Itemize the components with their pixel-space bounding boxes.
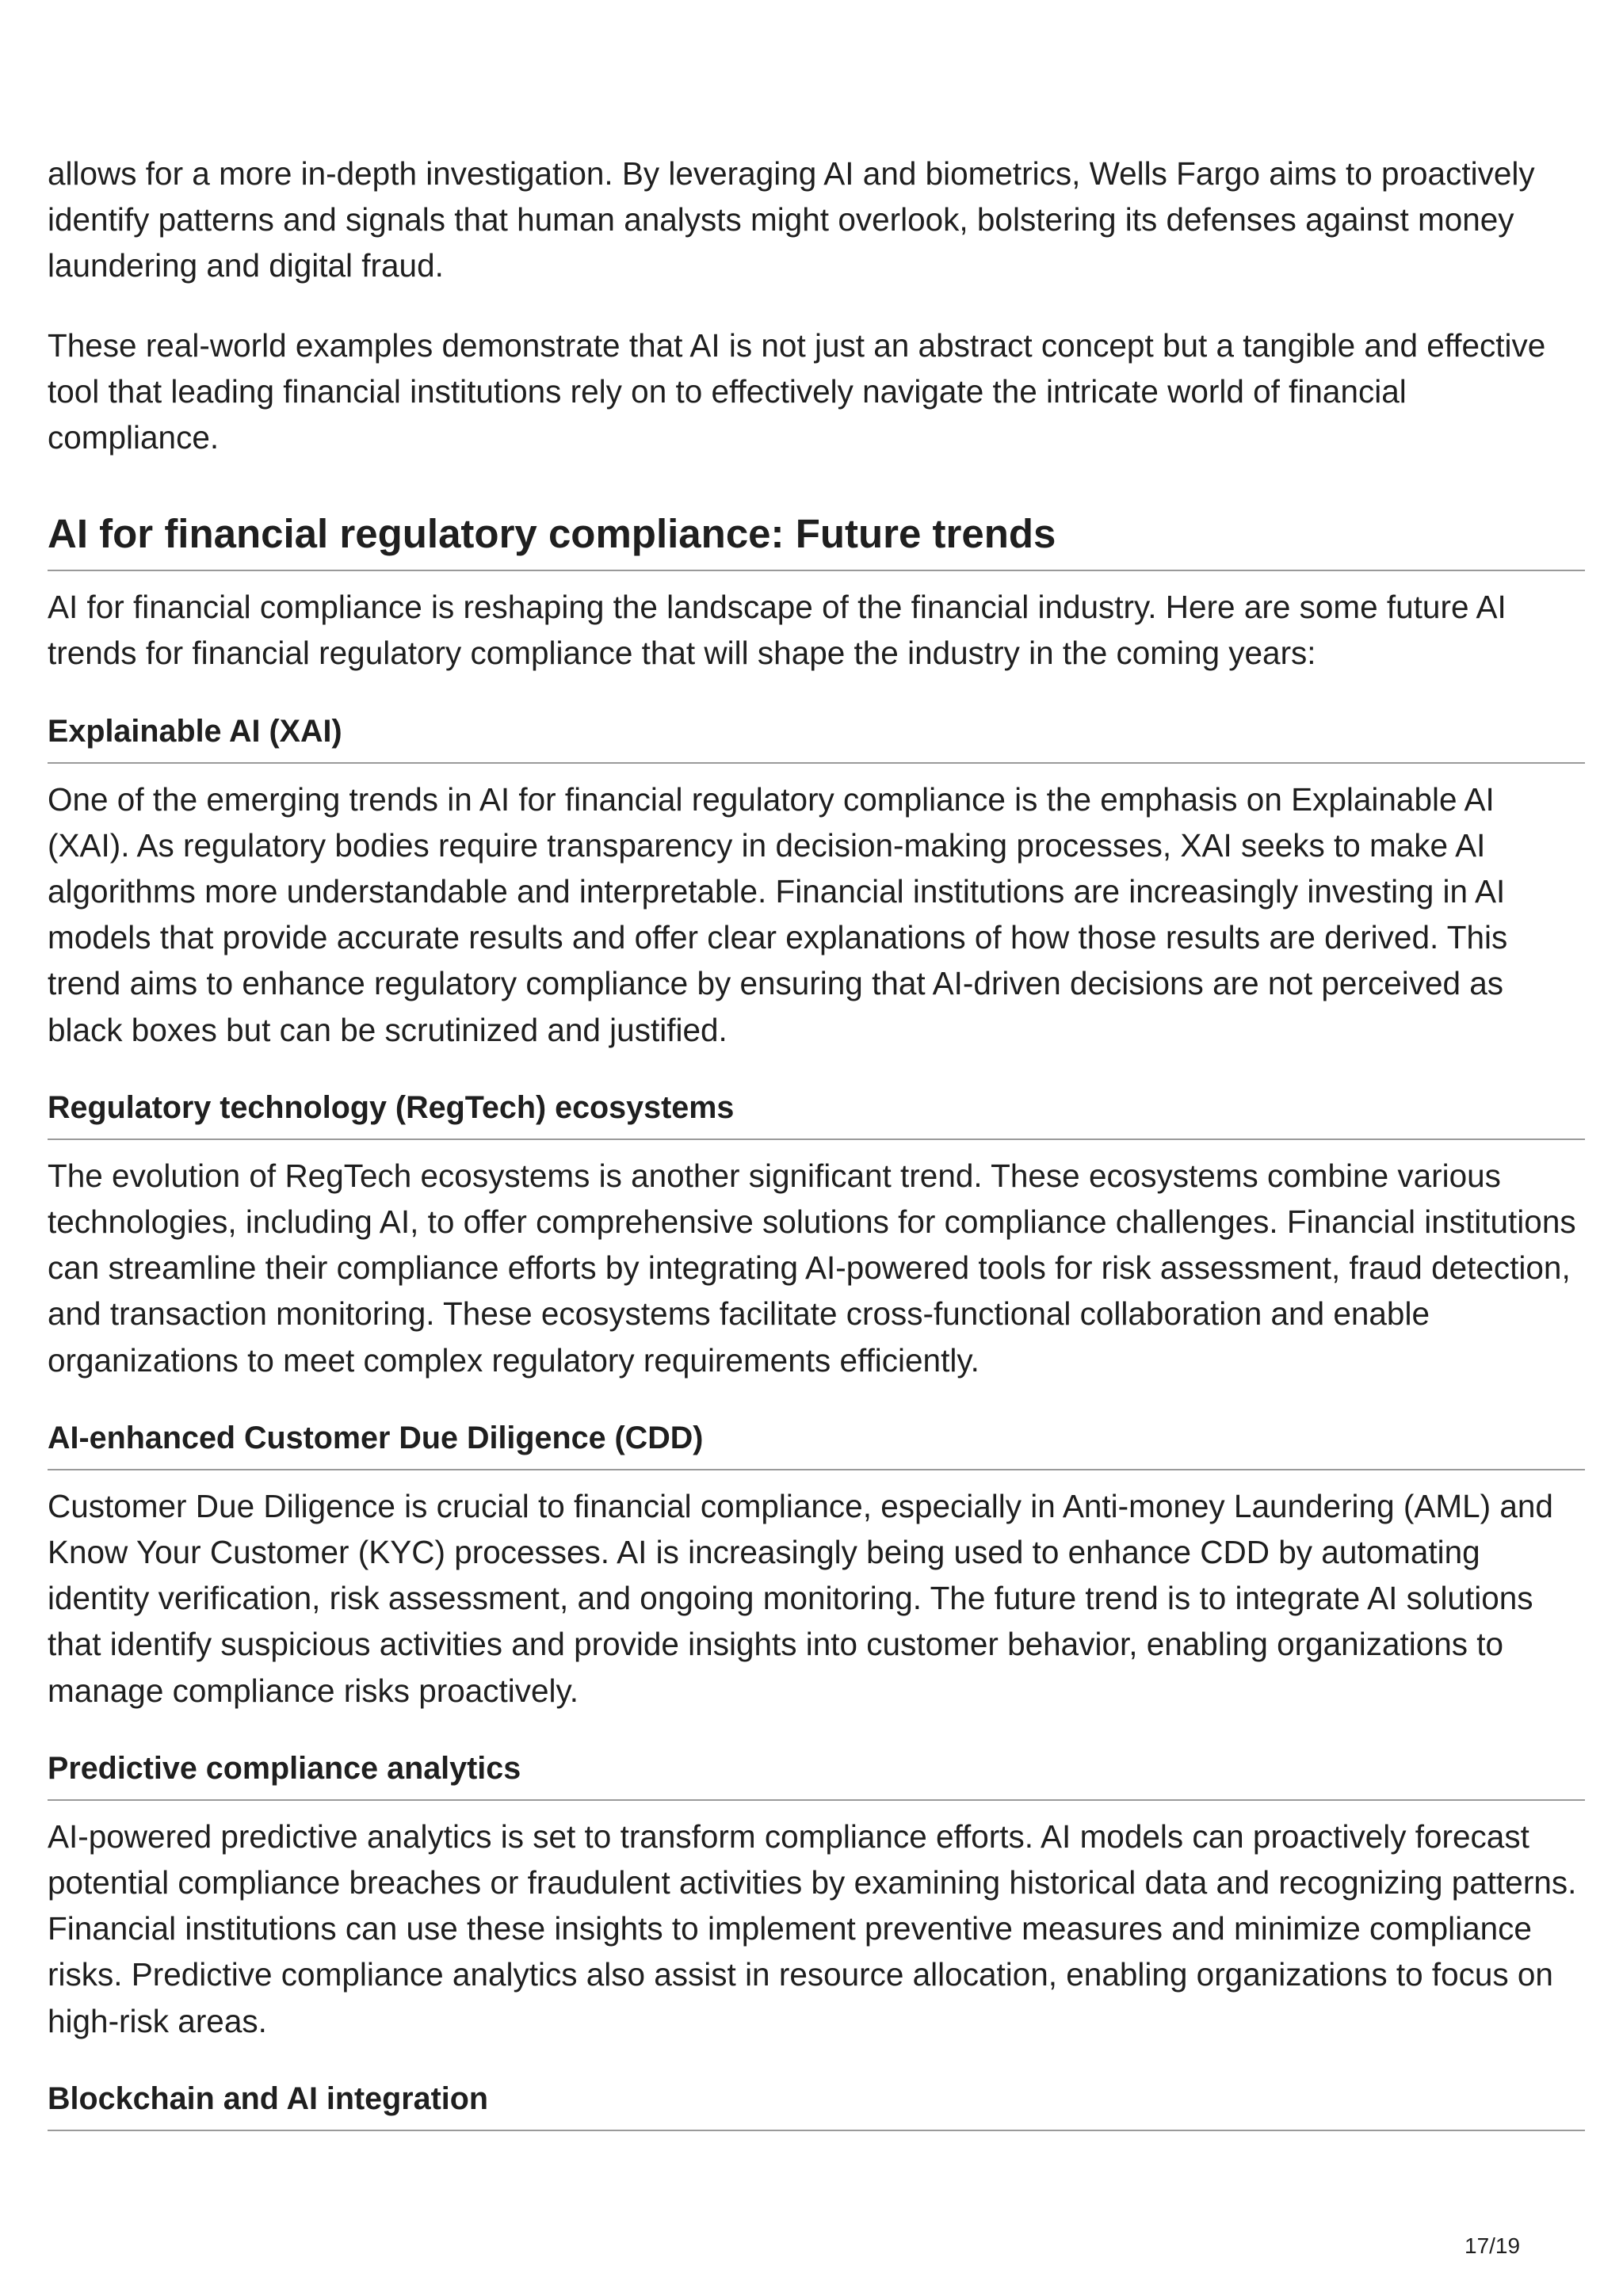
intro-paragraph-2: These real-world examples demonstrate that AI is not just an abstract concept but a tangible and effective tool that leading financial institutions rely on to effectively navigate the intricate world of financial compliance. bbox=[48, 326, 1546, 456]
trend-body-xai: One of the emerging trends in AI for financial regulatory compliance is the emphasis on Explainable AI (XAI). As regulatory bodies require transparency in decision-making processes, XAI seeks to make AI algorithms more understandable and interpretable. Financial institutions are increasingly investing in AI models that provide accurate results and offer clear explanations of how those results are derived. This trend aims to enhance regulatory compliance by ensuring that AI-driven decisions are not perceived as black boxes but can be scrutinized and justified. bbox=[48, 780, 1508, 1048]
trend-body-regtech: The evolution of RegTech ecosystems is another significant trend. These ecosystems combine various technologies, including AI, to offer comprehensive solutions for compliance challenges. Financial institutions can streamline their compliance efforts by integrating AI-powered tools for risk assessment, fraud detection, and transaction monitoring. These ecosystems facilitate cross-functional collaboration and enable organizations to meet complex regulatory requirements efficiently. bbox=[48, 1157, 1576, 1379]
trend-body-cdd: Customer Due Diligence is crucial to financial compliance, especially in Anti-money Laundering (AML) and Know Your Customer (KYC) processes. AI is increasingly being used to enhance CDD by automating identity verification, risk assessment, and ongoing monitoring. The future trend is to integrate AI solutions that identify suspicious activities and provide insights into customer behavior, enabling organizations to manage compliance risks proactively. bbox=[48, 1487, 1553, 1709]
document-page bbox=[48, 151, 1585, 2131]
section-title: AI for financial regulatory compliance: Future trends bbox=[48, 511, 1056, 557]
intro-paragraph-1: allows for a more in-depth investigation. By leveraging AI and biometrics, Wells Fargo aims to proactively identify patterns and signals that human analysts might overlook, bolstering its defenses against money laundering and digital fraud. bbox=[48, 155, 1535, 284]
trend-heading-xai: Explainable AI (XAI) bbox=[48, 713, 342, 749]
trend-divider-blockchain bbox=[48, 2130, 1585, 2131]
trend-body-predictive: AI-powered predictive analytics is set to transform compliance efforts. AI models can proactively forecast potential compliance breaches or fraudulent activities by examining historical data and recognizing patterns. Financial institutions can use these insights to implement preventive measures and minimize compliance risks. Predictive compliance analytics also assist in resource allocation, enabling organizations to focus on high-risk areas. bbox=[48, 1817, 1577, 2039]
page-number: 17/19 bbox=[1465, 2233, 1521, 2258]
section-intro: AI for financial compliance is reshaping the landscape of the financial industry. Here are some future AI trends for financial regulatory compliance that will shape the industry in the coming years: bbox=[48, 589, 1507, 672]
trend-heading-blockchain: Blockchain and AI integration bbox=[48, 2081, 488, 2116]
trend-heading-regtech: Regulatory technology (RegTech) ecosystems bbox=[48, 1089, 735, 1125]
trend-heading-predictive: Predictive compliance analytics bbox=[48, 1750, 521, 1786]
trend-heading-cdd: AI-enhanced Customer Due Diligence (CDD) bbox=[48, 1420, 704, 1455]
